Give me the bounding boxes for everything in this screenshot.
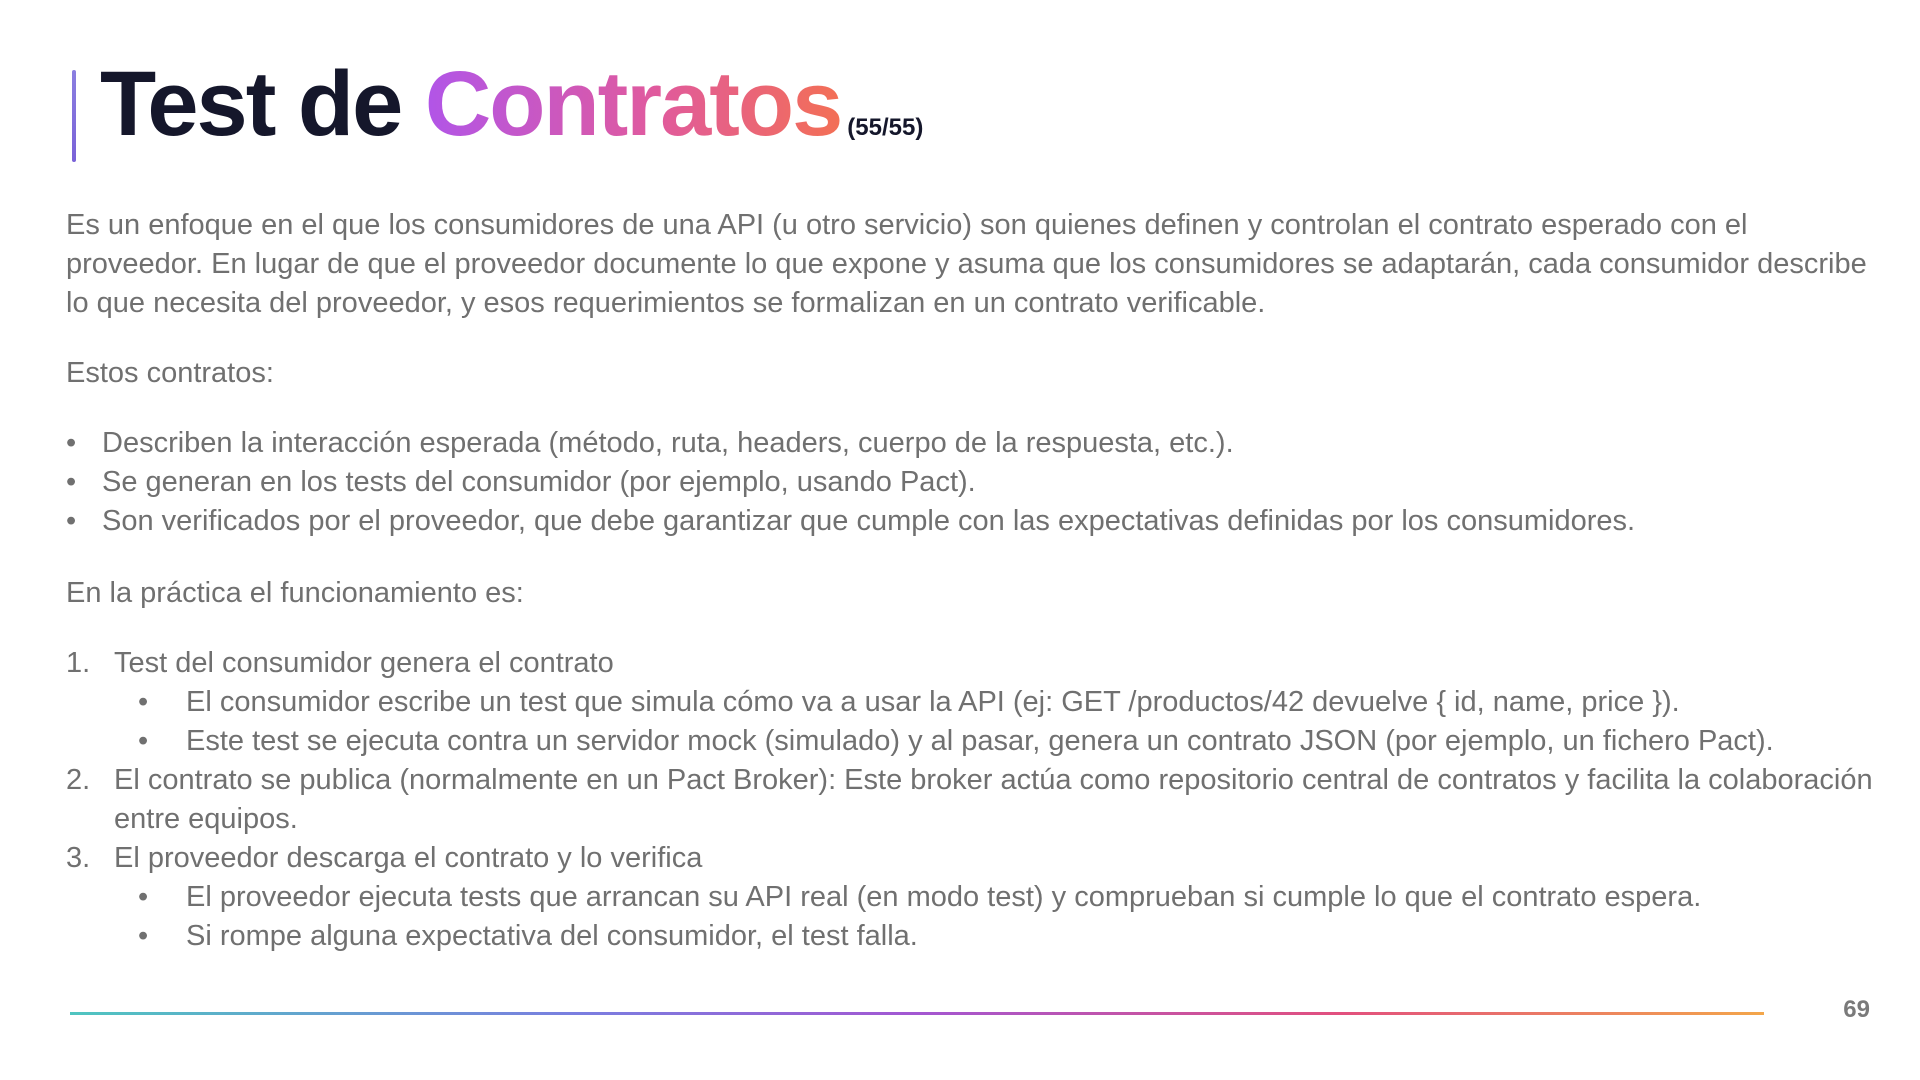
list-item: • Describen la interacción esperada (método, ruta, headers, cuerpo de la respuesta, etc.).	[66, 424, 1876, 463]
step-text: El contrato se publica (normalmente en un Pact Broker): Este broker actúa como repositorio central de contratos y facilita la colaboración entre equipos.	[114, 764, 1873, 835]
list-item: • Se generan en los tests del consumidor (por ejemplo, usando Pact).	[66, 463, 1876, 502]
step-text: El proveedor descarga el contrato y lo verifica	[114, 842, 703, 874]
contracts-heading: Estos contratos:	[66, 357, 274, 389]
step-text: Test del consumidor genera el contrato	[114, 647, 614, 679]
practice-heading: En la práctica el funcionamiento es:	[66, 577, 524, 609]
step-item	[66, 761, 1876, 839]
sub-list-item: • Si rompe alguna expectativa del consumidor, el test falla.	[66, 917, 1876, 956]
slide-content	[66, 206, 1876, 956]
title-part-1: Test de	[100, 53, 425, 155]
step-item	[66, 839, 1876, 878]
page-number: 69	[1843, 996, 1870, 1023]
title-counter: (55/55)	[847, 114, 924, 141]
footer-gradient-line	[70, 1012, 1764, 1015]
list-item: • Son verificados por el proveedor, que debe garantizar que cumple con las expectativas definidas por los consumidores.	[66, 502, 1876, 541]
steps-list	[66, 644, 1876, 956]
page-title	[100, 53, 924, 155]
step-number: 1.	[66, 647, 91, 679]
sub-list-item: • Este test se ejecuta contra un servidor mock (simulado) y al pasar, genera un contrato JSON (por ejemplo, un fichero Pact).	[66, 722, 1876, 761]
intro-paragraph: Es un enfoque en el que los consumidores de una API (u otro servicio) son quienes definen y controlan el contrato esperado con el proveedor. En lugar de que el proveedor documente lo que expone y asuma que los consumidores se adaptarán, cada consumidor describe lo que necesita del proveedor, y esos requerimientos se formalizan en un contrato verificable.	[66, 209, 1867, 319]
step-item	[66, 644, 1876, 683]
step-number: 3.	[66, 842, 91, 874]
step-number: 2.	[66, 764, 91, 796]
sub-list-item: • El consumidor escribe un test que simula cómo va a usar la API (ej: GET /productos/42 devuelve { id, name, price }).	[66, 683, 1876, 722]
contracts-list	[66, 424, 1876, 541]
title-part-2: Contratos	[424, 53, 842, 155]
sub-list-item: • El proveedor ejecuta tests que arrancan su API real (en modo test) y comprueban si cumple lo que el contrato espera.	[66, 878, 1876, 917]
title-accent-bar	[72, 70, 76, 162]
